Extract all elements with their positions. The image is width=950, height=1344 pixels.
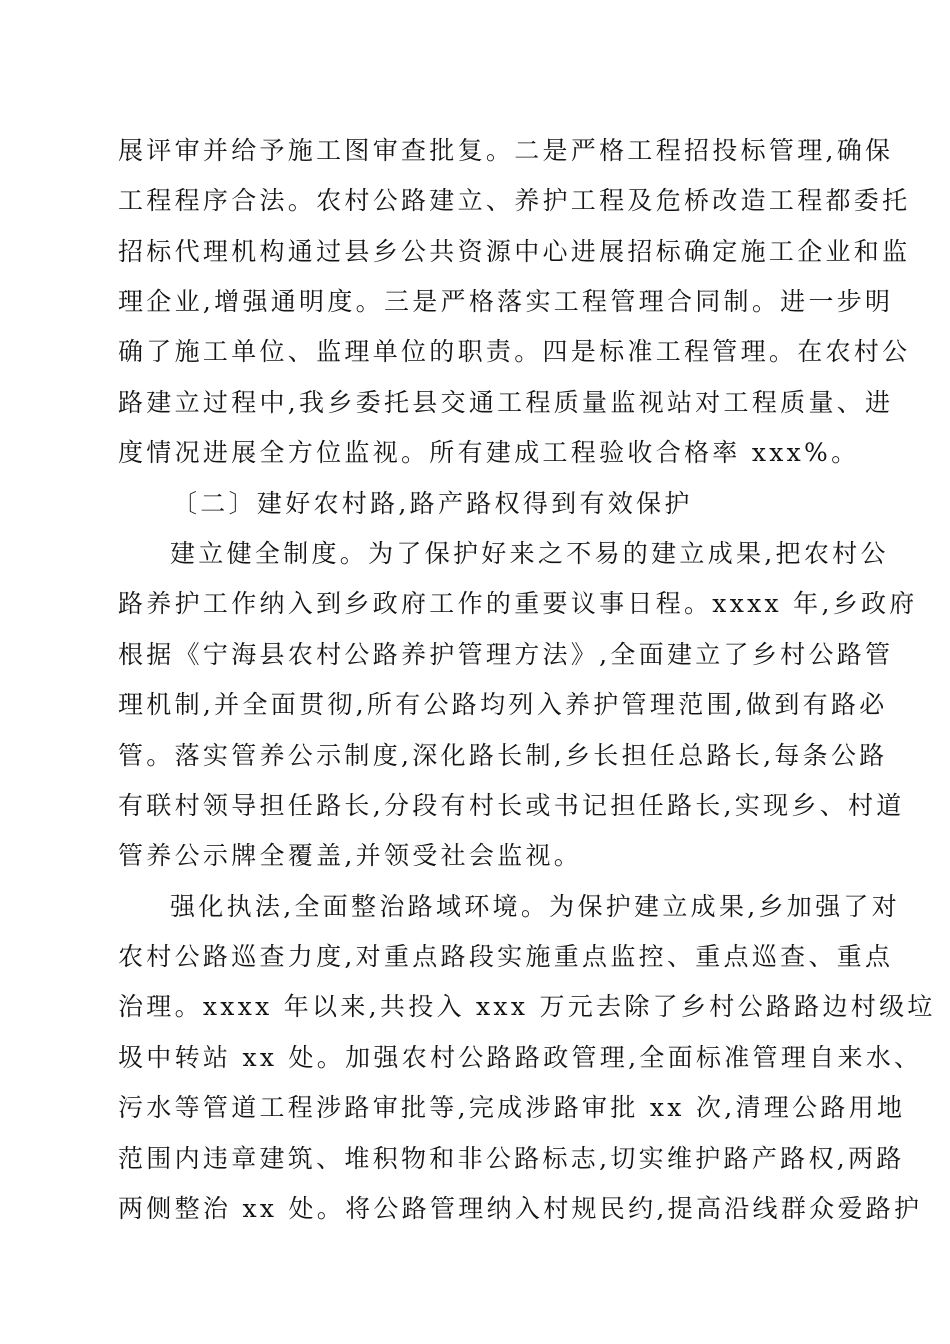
section-heading: 〔二〕建好农村路,路产路权得到有效保护 bbox=[172, 489, 693, 518]
paragraph-first-line: 强化执法,全面整治路域环境。为保护建立成果,乡加强了对 bbox=[170, 892, 900, 921]
text-line: 理机制,并全面贯彻,所有公路均列入养护管理范围,做到有路必 bbox=[118, 690, 888, 719]
text-line: 农村公路巡查力度,对重点路段实施重点监控、重点巡查、重点 bbox=[118, 942, 894, 971]
text-line: 管。落实管养公示制度,深化路长制,乡长担任总路长,每条公路 bbox=[118, 741, 888, 770]
text-line: 管养公示牌全覆盖,并领受社会监视。 bbox=[118, 841, 583, 870]
text-line: 度情况进展全方位监视。所有建成工程验收合格率 xxx%。 bbox=[118, 438, 860, 467]
text-line: 根据《宁海县农村公路养护管理方法》,全面建立了乡村公路管 bbox=[118, 640, 894, 669]
text-line: 有联村领导担任路长,分段有村长或书记担任路长,实现乡、村道 bbox=[118, 791, 905, 820]
text-line: 圾中转站 xx 处。加强农村公路路政管理,全面标准管理自来水、 bbox=[118, 1043, 923, 1072]
text-line: 路养护工作纳入到乡政府工作的重要议事日程。xxxx 年,乡政府 bbox=[118, 589, 918, 618]
text-line: 理企业,增强通明度。三是严格落实工程管理合同制。进一步明 bbox=[118, 287, 894, 316]
text-line: 两侧整治 xx 处。将公路管理纳入村规民约,提高沿线群众爱路护 bbox=[118, 1194, 923, 1223]
text-line: 污水等管道工程涉路审批等,完成涉路审批 xx 次,清理公路用地 bbox=[118, 1093, 906, 1122]
text-line: 路建立过程中,我乡委托县交通工程质量监视站对工程质量、进 bbox=[118, 388, 894, 417]
text-line: 确了施工单位、监理单位的职责。四是标准工程管理。在农村公 bbox=[118, 337, 911, 366]
text-line: 招标代理机构通过县乡公共资源中心进展招标确定施工企业和监 bbox=[118, 237, 911, 266]
text-line: 范围内违章建筑、堆积物和非公路标志,切实维护路产路权,两路 bbox=[118, 1144, 905, 1173]
text-line: 治理。xxxx 年以来,共投入 xxx 万元去除了乡村公路路边村级垃 bbox=[118, 992, 936, 1021]
text-line: 展评审并给予施工图审查批复。二是严格工程招投标管理,确保 bbox=[118, 136, 894, 165]
paragraph-first-line: 建立健全制度。为了保护好来之不易的建立成果,把农村公 bbox=[170, 539, 889, 568]
text-line: 工程程序合法。农村公路建立、养护工程及危桥改造工程都委托 bbox=[118, 186, 911, 215]
